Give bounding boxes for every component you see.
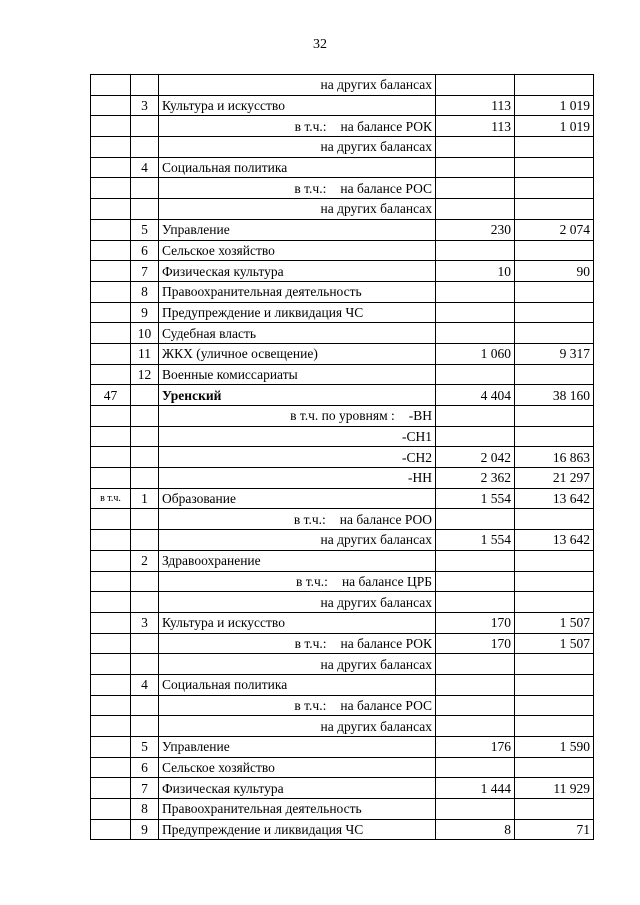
value-cell-1: 1 444 (436, 778, 515, 799)
value-cell-1: 176 (436, 737, 515, 758)
value-cell-1 (436, 550, 515, 571)
category-label: на балансе РОК (340, 635, 432, 651)
category-label: на балансе РОК (340, 118, 432, 134)
category-cell: Управление (159, 737, 436, 758)
category-cell: Предупреждение и ликвидация ЧС (159, 819, 436, 840)
region-number-cell (91, 364, 131, 385)
table-row (91, 426, 594, 447)
region-number-cell (91, 219, 131, 240)
region-number-cell (91, 199, 131, 220)
item-number-cell (131, 178, 159, 199)
item-number-cell: 3 (131, 612, 159, 633)
table-row (91, 95, 594, 116)
region-number-cell (91, 281, 131, 302)
region-number-cell (91, 654, 131, 675)
region-number-cell (91, 819, 131, 840)
item-number-cell (131, 426, 159, 447)
value-cell-2 (515, 364, 594, 385)
page-number: 32 (313, 37, 327, 52)
value-cell-2: 13 642 (515, 530, 594, 551)
value-cell-1 (436, 302, 515, 323)
category-cell: ЖКХ (уличное освещение) (159, 343, 436, 364)
region-number-cell (91, 178, 131, 199)
value-cell-2: 13 642 (515, 488, 594, 509)
value-cell-2: 1 507 (515, 633, 594, 654)
category-cell: на других балансах (159, 75, 436, 96)
table-row (91, 592, 594, 613)
value-cell-1: 1 554 (436, 488, 515, 509)
item-number-cell: 9 (131, 302, 159, 323)
region-number-cell (91, 695, 131, 716)
category-cell (159, 571, 436, 592)
item-number-cell (131, 385, 159, 406)
region-number-cell (91, 592, 131, 613)
value-cell-1 (436, 281, 515, 302)
subtotal-prefix: в т.ч.: (294, 697, 327, 713)
table-row (91, 530, 594, 551)
table-row (91, 468, 594, 489)
category-cell: Сельское хозяйство (159, 240, 436, 261)
subtotal-prefix: в т.ч.: (294, 118, 327, 134)
region-number-cell (91, 757, 131, 778)
value-cell-1 (436, 406, 515, 427)
subtotal-prefix: в т.ч.: (293, 511, 326, 527)
table-row (91, 633, 594, 654)
item-number-cell (131, 654, 159, 675)
value-cell-1 (436, 426, 515, 447)
report-table-body (91, 75, 594, 840)
category-cell: Культура и искусство (159, 612, 436, 633)
category-cell: на других балансах (159, 137, 436, 158)
value-cell-1: 2 362 (436, 468, 515, 489)
item-number-cell (131, 716, 159, 737)
value-cell-2 (515, 571, 594, 592)
item-number-cell (131, 199, 159, 220)
region-number-cell (91, 406, 131, 427)
item-number-cell: 9 (131, 819, 159, 840)
value-cell-2 (515, 695, 594, 716)
category-cell: Судебная власть (159, 323, 436, 344)
item-number-cell (131, 468, 159, 489)
item-number-cell: 8 (131, 799, 159, 820)
region-number-cell (91, 571, 131, 592)
category-cell: Физическая культура (159, 778, 436, 799)
value-cell-2: 16 863 (515, 447, 594, 468)
value-cell-2: 2 074 (515, 219, 594, 240)
value-cell-2: 9 317 (515, 343, 594, 364)
value-cell-2 (515, 323, 594, 344)
item-number-cell: 8 (131, 281, 159, 302)
table-row (91, 509, 594, 530)
value-cell-1 (436, 323, 515, 344)
region-number-cell (91, 778, 131, 799)
value-cell-1 (436, 364, 515, 385)
value-cell-1: 10 (436, 261, 515, 282)
category-cell (159, 116, 436, 137)
value-cell-1: 1 554 (436, 530, 515, 551)
item-number-cell (131, 633, 159, 654)
item-number-cell (131, 509, 159, 530)
table-row (91, 302, 594, 323)
table-row (91, 406, 594, 427)
region-number-cell (91, 716, 131, 737)
category-cell: Образование (159, 488, 436, 509)
region-number-cell (91, 157, 131, 178)
item-number-cell: 6 (131, 240, 159, 261)
table-row (91, 157, 594, 178)
value-cell-1 (436, 571, 515, 592)
category-cell: на других балансах (159, 654, 436, 675)
value-cell-2: 1 507 (515, 612, 594, 633)
item-number-cell (131, 116, 159, 137)
value-cell-2: 1 590 (515, 737, 594, 758)
table-row (91, 612, 594, 633)
table-row (91, 281, 594, 302)
table-row (91, 654, 594, 675)
table-row (91, 261, 594, 282)
value-cell-1: 1 060 (436, 343, 515, 364)
value-cell-2 (515, 716, 594, 737)
category-cell: на других балансах (159, 199, 436, 220)
value-cell-1: 230 (436, 219, 515, 240)
table-row (91, 116, 594, 137)
subtotal-prefix: в т.ч.: (294, 635, 327, 651)
item-number-cell: 6 (131, 757, 159, 778)
table-row (91, 674, 594, 695)
region-number-cell (91, 116, 131, 137)
value-cell-1: 170 (436, 612, 515, 633)
table-row (91, 778, 594, 799)
table-row (91, 799, 594, 820)
value-cell-1 (436, 178, 515, 199)
table-row (91, 819, 594, 840)
item-number-cell: 11 (131, 343, 159, 364)
subtotal-prefix: в т.ч.: (296, 573, 328, 589)
region-number-cell (91, 674, 131, 695)
category-cell: -СН1 (159, 426, 436, 447)
item-number-cell: 5 (131, 219, 159, 240)
value-cell-1: 4 404 (436, 385, 515, 406)
table-row (91, 343, 594, 364)
table-row (91, 757, 594, 778)
table-row (91, 385, 594, 406)
value-cell-1 (436, 75, 515, 96)
region-number-cell: в т.ч. (91, 488, 131, 509)
category-cell: Культура и искусство (159, 95, 436, 116)
category-cell: на других балансах (159, 592, 436, 613)
category-label: на балансе РОС (340, 180, 432, 196)
value-cell-1 (436, 716, 515, 737)
category-cell (159, 406, 436, 427)
region-number-cell: 47 (91, 385, 131, 406)
table-row (91, 488, 594, 509)
value-cell-2: 71 (515, 819, 594, 840)
value-cell-2 (515, 550, 594, 571)
item-number-cell (131, 530, 159, 551)
table-row (91, 447, 594, 468)
category-cell (159, 178, 436, 199)
category-cell: Правоохранительная деятельность (159, 281, 436, 302)
item-number-cell: 7 (131, 778, 159, 799)
region-number-cell (91, 468, 131, 489)
table-row (91, 737, 594, 758)
item-number-cell (131, 75, 159, 96)
table-row (91, 199, 594, 220)
value-cell-2: 21 297 (515, 468, 594, 489)
item-number-cell: 10 (131, 323, 159, 344)
category-cell: Здравоохранение (159, 550, 436, 571)
region-number-cell (91, 509, 131, 530)
value-cell-2 (515, 509, 594, 530)
value-cell-1 (436, 674, 515, 695)
value-cell-2: 38 160 (515, 385, 594, 406)
item-number-cell: 4 (131, 674, 159, 695)
item-number-cell (131, 447, 159, 468)
value-cell-2 (515, 406, 594, 427)
table-row (91, 695, 594, 716)
category-cell: Управление (159, 219, 436, 240)
table-row (91, 75, 594, 96)
region-number-cell (91, 261, 131, 282)
region-number-cell (91, 530, 131, 551)
region-number-cell (91, 737, 131, 758)
value-cell-2: 90 (515, 261, 594, 282)
value-cell-2 (515, 157, 594, 178)
category-cell: -СН2 (159, 447, 436, 468)
value-cell-1 (436, 654, 515, 675)
value-cell-1 (436, 592, 515, 613)
region-number-cell (91, 240, 131, 261)
value-cell-2: 11 929 (515, 778, 594, 799)
report-table (90, 74, 594, 840)
item-number-cell: 5 (131, 737, 159, 758)
category-cell: Военные комиссариаты (159, 364, 436, 385)
category-cell: Правоохранительная деятельность (159, 799, 436, 820)
value-cell-2 (515, 757, 594, 778)
category-cell (159, 695, 436, 716)
region-number-cell (91, 550, 131, 571)
region-number-cell (91, 633, 131, 654)
region-number-cell (91, 799, 131, 820)
item-number-cell (131, 592, 159, 613)
table-row (91, 240, 594, 261)
category-cell (159, 509, 436, 530)
value-cell-2 (515, 178, 594, 199)
table-row (91, 550, 594, 571)
value-cell-2: 1 019 (515, 95, 594, 116)
value-cell-1 (436, 799, 515, 820)
value-cell-2 (515, 592, 594, 613)
category-cell (159, 633, 436, 654)
region-number-cell (91, 343, 131, 364)
category-cell: Уренский (159, 385, 436, 406)
region-number-cell (91, 426, 131, 447)
value-cell-1 (436, 137, 515, 158)
region-number-cell (91, 323, 131, 344)
category-cell: Социальная политика (159, 674, 436, 695)
value-cell-2 (515, 302, 594, 323)
region-number-cell (91, 95, 131, 116)
value-cell-1 (436, 199, 515, 220)
value-cell-1: 8 (436, 819, 515, 840)
value-cell-1: 2 042 (436, 447, 515, 468)
category-cell: на других балансах (159, 530, 436, 551)
category-label: на балансе РОО (339, 511, 432, 527)
category-cell: -НН (159, 468, 436, 489)
region-number-cell (91, 612, 131, 633)
table-row (91, 323, 594, 344)
region-number-cell (91, 447, 131, 468)
category-label: на балансе ЦРБ (341, 573, 432, 589)
value-cell-2 (515, 281, 594, 302)
value-cell-2 (515, 75, 594, 96)
value-cell-1: 113 (436, 116, 515, 137)
value-cell-2 (515, 426, 594, 447)
value-cell-1 (436, 240, 515, 261)
category-cell: Социальная политика (159, 157, 436, 178)
item-number-cell: 7 (131, 261, 159, 282)
value-cell-2: 1 019 (515, 116, 594, 137)
table-row (91, 571, 594, 592)
category-label: -ВН (408, 408, 432, 424)
item-number-cell (131, 695, 159, 716)
value-cell-2 (515, 199, 594, 220)
table-row (91, 364, 594, 385)
category-cell: Сельское хозяйство (159, 757, 436, 778)
subtotal-prefix: в т.ч.: (294, 180, 327, 196)
subtotal-prefix: в т.ч. по уровням : (290, 408, 395, 424)
table-row (91, 219, 594, 240)
category-cell: Физическая культура (159, 261, 436, 282)
category-cell: Предупреждение и ликвидация ЧС (159, 302, 436, 323)
item-number-cell: 12 (131, 364, 159, 385)
item-number-cell (131, 137, 159, 158)
category-label: на балансе РОС (340, 697, 432, 713)
value-cell-1 (436, 157, 515, 178)
table-row (91, 178, 594, 199)
value-cell-2 (515, 240, 594, 261)
value-cell-1 (436, 757, 515, 778)
value-cell-2 (515, 137, 594, 158)
value-cell-1 (436, 509, 515, 530)
item-number-cell: 3 (131, 95, 159, 116)
region-number-cell (91, 137, 131, 158)
item-number-cell: 1 (131, 488, 159, 509)
region-number-cell (91, 75, 131, 96)
value-cell-2 (515, 654, 594, 675)
value-cell-1: 113 (436, 95, 515, 116)
value-cell-1: 170 (436, 633, 515, 654)
item-number-cell: 2 (131, 550, 159, 571)
item-number-cell (131, 406, 159, 427)
category-cell: на других балансах (159, 716, 436, 737)
value-cell-2 (515, 674, 594, 695)
table-row (91, 716, 594, 737)
value-cell-2 (515, 799, 594, 820)
value-cell-1 (436, 695, 515, 716)
item-number-cell: 4 (131, 157, 159, 178)
item-number-cell (131, 571, 159, 592)
region-number-cell (91, 302, 131, 323)
table-row (91, 137, 594, 158)
